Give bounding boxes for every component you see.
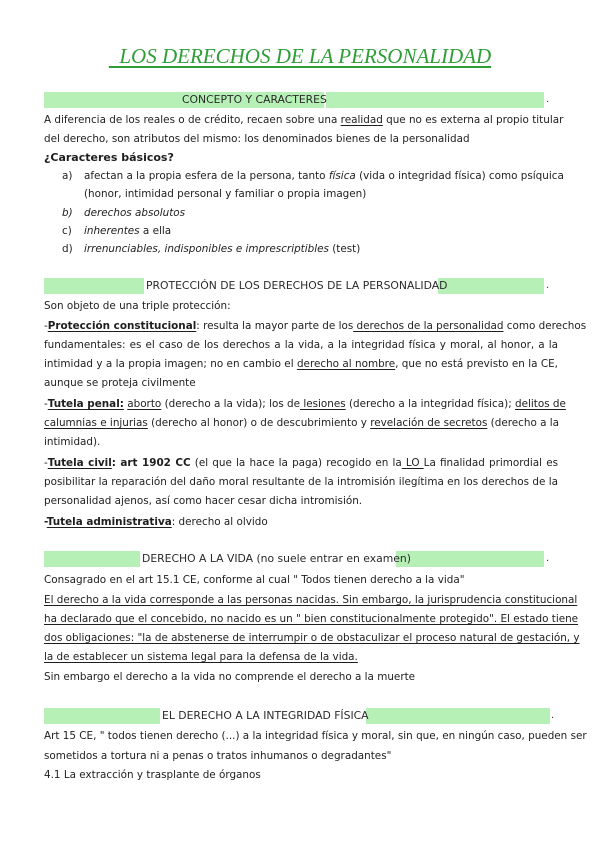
paragraph-line: personalidad ajenos, así como hacer cesar dicha intromisión. xyxy=(44,495,363,507)
paragraph-line: -Tutela penal: aborto (derecho a la vida); los de lesiones (derecho a la integridad física); delitos de xyxy=(44,398,566,410)
list-item: c) inherentes a ella xyxy=(62,225,172,237)
heading-dot: . xyxy=(546,280,550,291)
paragraph-line: intimidad y a la propia imagen; no en cambio el derecho al nombre, que no está previsto en la CE, xyxy=(44,358,558,370)
paragraph-line: A diferencia de los reales o de crédito, recaen sobre una realidad que no es externa al propio titular xyxy=(44,114,564,126)
paragraph-line: posibilitar la reparación del daño moral resultante de la intromisión ilegítima en los derechos de la xyxy=(44,476,558,488)
section-heading-band xyxy=(366,708,550,724)
paragraph-line: sometidos a tortura ni a penas o tratos inhumanos o degradantes" xyxy=(44,750,392,762)
list-item-cont: (honor, intimidad personal y familiar o propia imagen) xyxy=(84,188,367,200)
section-heading: DERECHO A LA VIDA (no suele entrar en examen) xyxy=(142,552,411,565)
paragraph-line: Son objeto de una triple protección: xyxy=(44,300,231,312)
paragraph-line: intimidad). xyxy=(44,436,101,448)
paragraph-line: -Tutela civil: art 1902 CC (el que la hace la paga) recogido en la LO La finalidad primordial es xyxy=(44,457,558,469)
heading-dot: . xyxy=(546,553,550,564)
paragraph-line: la de establecer un sistema legal para la defensa de la vida. xyxy=(44,651,358,663)
paragraph-line: El derecho a la vida corresponde a las personas nacidas. Sin embargo, la jurisprudencia constitucional xyxy=(44,594,578,606)
section-heading: CONCEPTO Y CARACTERES xyxy=(182,93,327,106)
list-item: a) afectan a la propia esfera de la persona, tanto física (vida o integridad física) como psíquica xyxy=(62,170,564,182)
paragraph-line: dos obligaciones: "la de abstenerse de interrumpir o de obstaculizar el proceso natural de gestación, y xyxy=(44,632,580,644)
section-heading-band xyxy=(44,278,144,294)
subheading: ¿Caracteres básicos? xyxy=(44,151,174,164)
section-heading-band xyxy=(44,708,160,724)
section-heading-band xyxy=(438,278,544,294)
section-heading: EL DERECHO A LA INTEGRIDAD FÍSICA xyxy=(162,709,369,722)
paragraph-line: aunque se proteja civilmente xyxy=(44,377,196,389)
paragraph-line: -Tutela administrativa: derecho al olvido xyxy=(44,516,268,528)
heading-dot: . xyxy=(546,94,550,105)
paragraph-line: fundamentales: es el caso de los derechos a la vida, a la integridad física y moral, al honor, a la xyxy=(44,339,558,351)
page-title: LOS DERECHOS DE LA PERSONALIDAD xyxy=(108,44,492,68)
list-item: b) derechos absolutos xyxy=(62,207,186,219)
paragraph-line: 4.1 La extracción y trasplante de órganos xyxy=(44,769,261,781)
heading-dot: . xyxy=(551,710,555,721)
paragraph-line: -Protección constitucional: resulta la mayor parte de los derechos de la personalidad como derechos xyxy=(44,320,587,332)
section-heading-band xyxy=(396,551,544,567)
section-heading-band xyxy=(44,551,140,567)
paragraph-line: Art 15 CE, " todos tienen derecho (...) a la integridad física y moral, sin que, en ningún caso, pueden ser xyxy=(44,730,587,742)
list-item: d) irrenunciables, indisponibles e imprescriptibles (test) xyxy=(62,243,361,255)
section-heading: PROTECCIÓN DE LOS DERECHOS DE LA PERSONALIDAD xyxy=(146,279,448,292)
paragraph-line: Sin embargo el derecho a la vida no comprende el derecho a la muerte xyxy=(44,671,416,683)
paragraph-line: del derecho, son atributos del mismo: los denominados bienes de la personalidad xyxy=(44,133,470,145)
paragraph-line: Consagrado en el art 15.1 CE, conforme al cual " Todos tienen derecho a la vida" xyxy=(44,574,465,586)
paragraph-line: calumnias e injurias (derecho al honor) o de descubrimiento y revelación de secretos (derecho a la xyxy=(44,417,560,429)
section-heading-band xyxy=(326,92,544,108)
paragraph-line: ha declarado que el concebido, no nacido es un " bien constitucionalmente protegido". El estado tiene xyxy=(44,613,579,625)
